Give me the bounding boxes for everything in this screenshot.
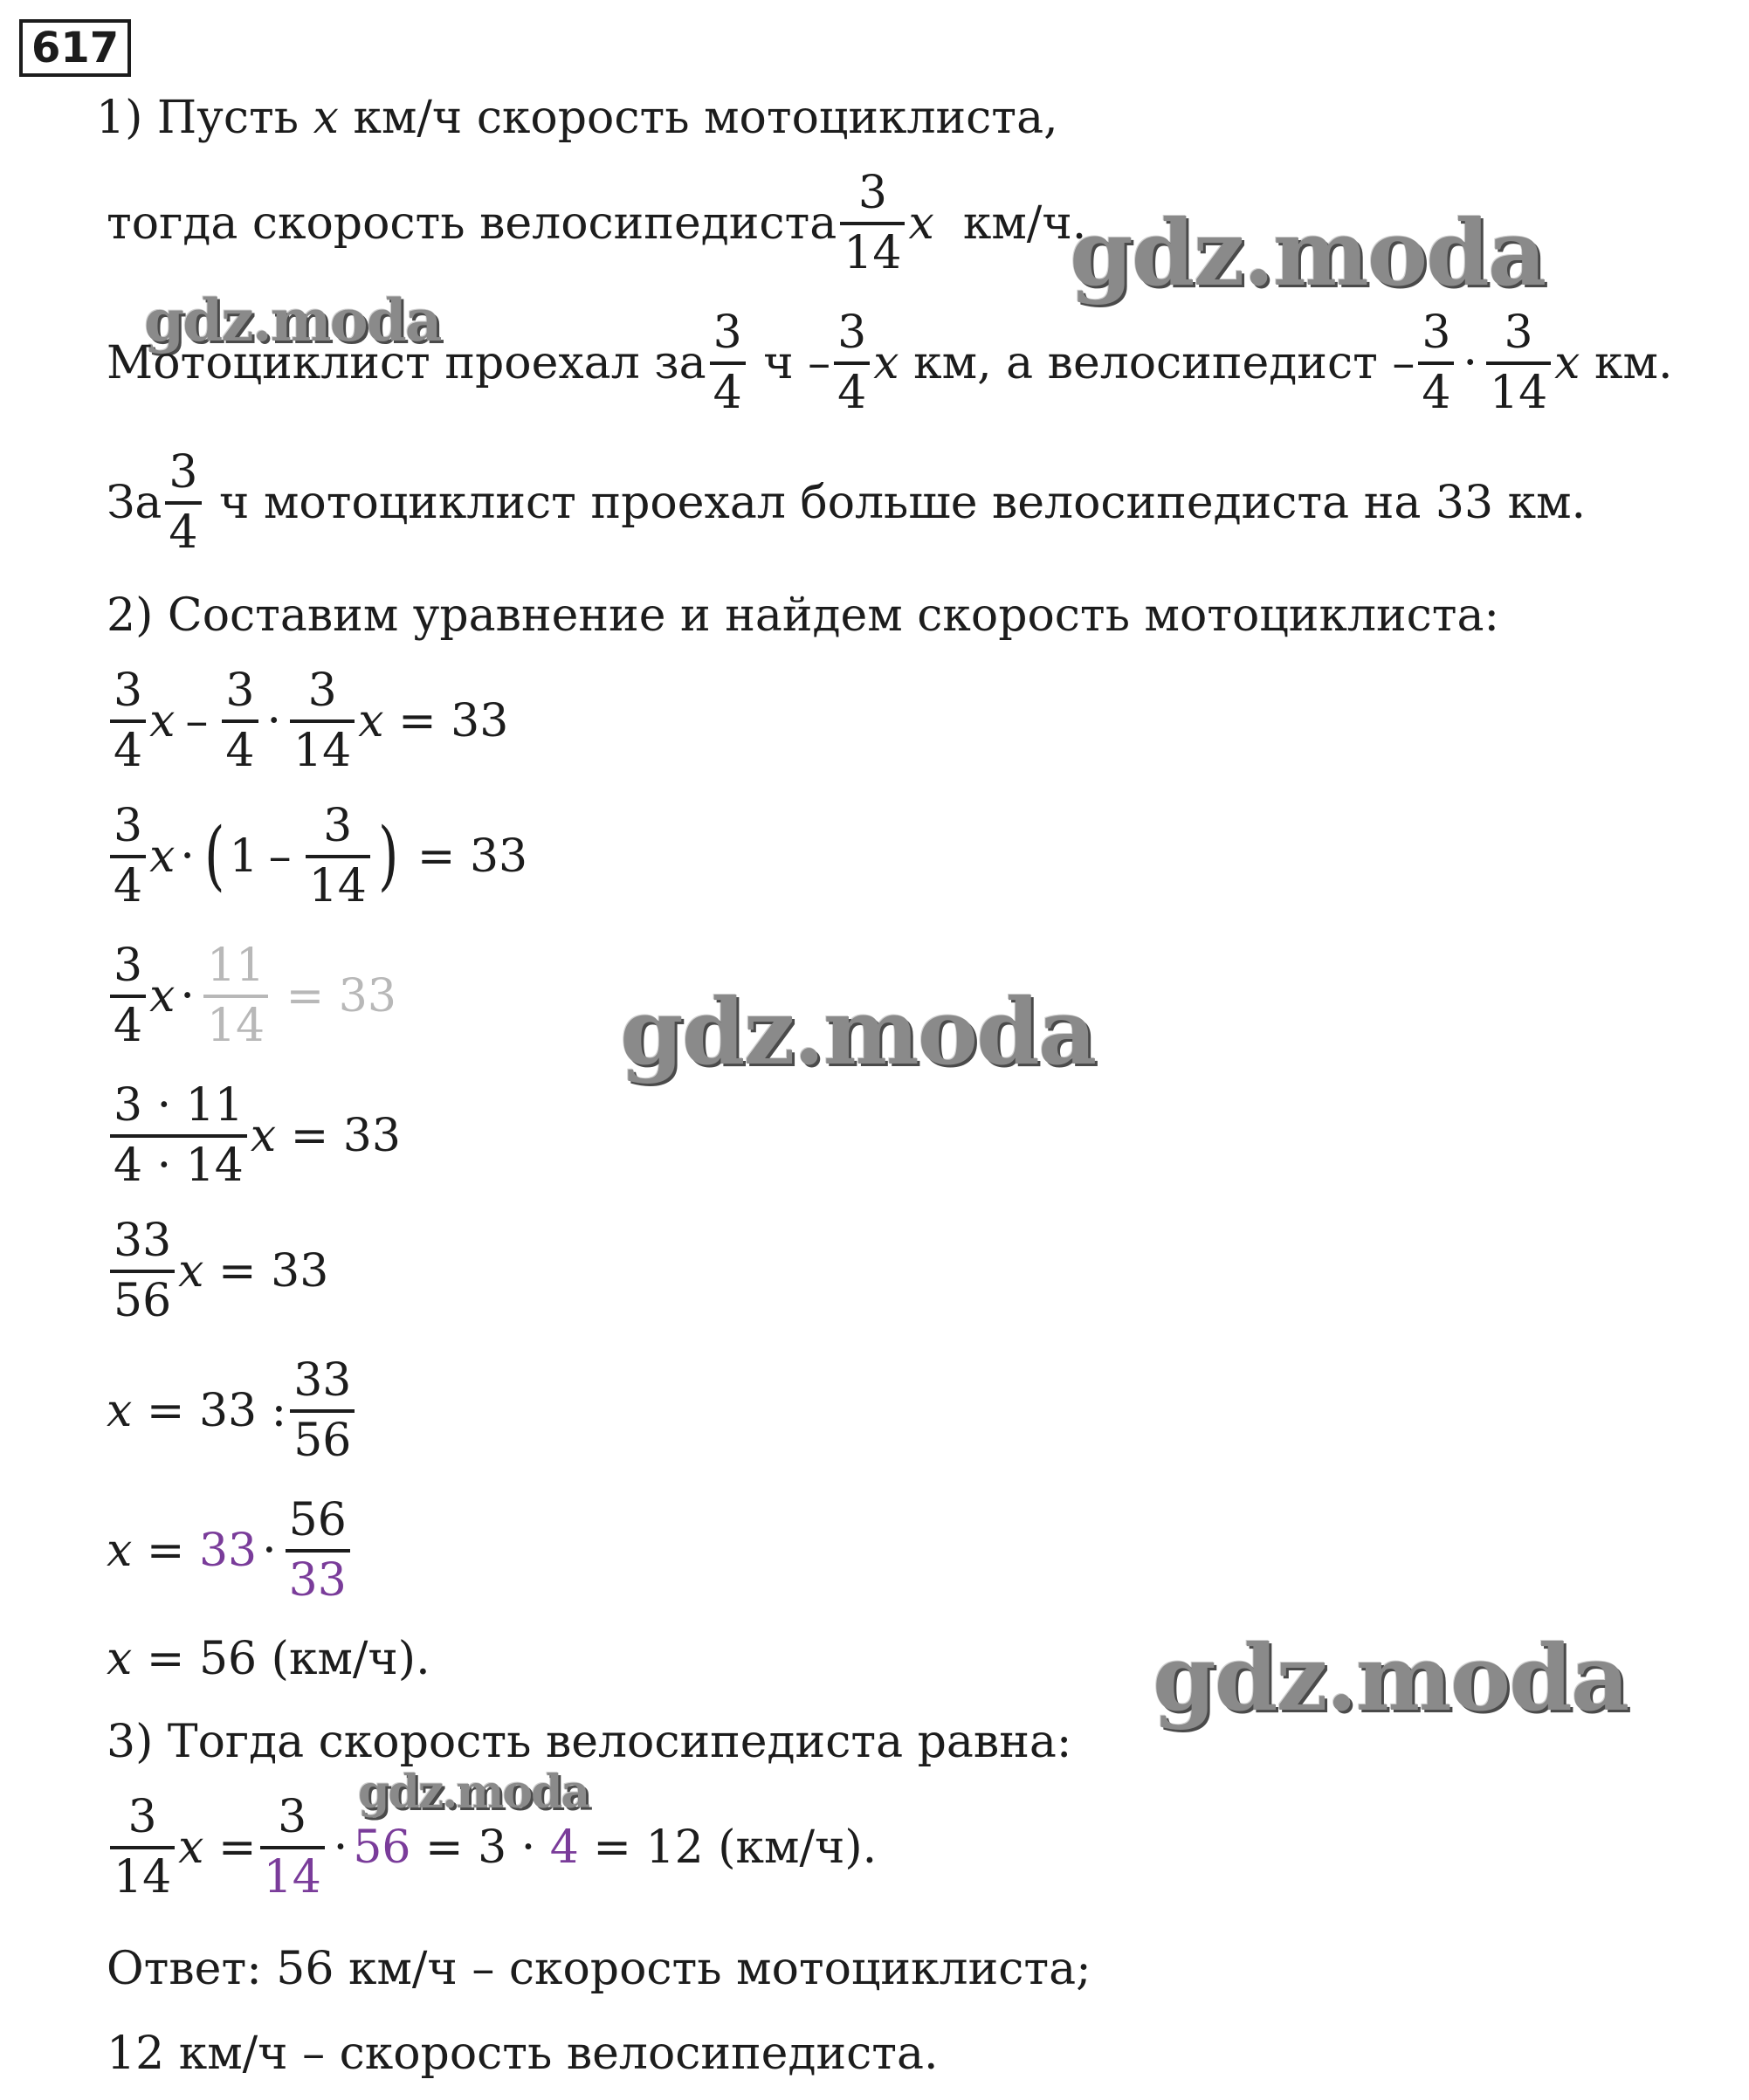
watermark: gdz.moda <box>1070 199 1546 306</box>
text: км/ч скорость мотоциклиста, <box>353 92 1058 144</box>
equation-7: x = 33 · $\frac{56}{33}$ <box>107 1498 354 1604</box>
watermark: gdz.moda <box>358 1766 589 1819</box>
watermark: gdz.moda <box>144 286 441 355</box>
equation-4: $\frac{3 \cdot 11}{4 \cdot 14}$ x = 33 <box>107 1083 401 1189</box>
step3-heading: 3) Тогда скорость велосипедиста равна: <box>107 1716 1072 1768</box>
equation-2: $\frac{3}{4}$ x · ( 1 – $\frac{3}{14}$ ) = 33 <box>107 803 527 910</box>
fraction: $\frac{3}{4}$ <box>1418 310 1454 417</box>
variable: x <box>1554 337 1580 390</box>
text: ч мотоциклист проехал больше велосипедиста на 33 км. <box>219 477 1587 530</box>
step2-heading: 2) Составим уравнение и найдем скорость мотоциклиста: <box>107 589 1500 642</box>
text: км, а велосипедист – <box>913 337 1415 390</box>
answer-line-1: Ответ: 56 км/ч – скорость мотоциклиста; <box>107 1943 1091 1995</box>
fraction: $\frac{3}{4}$ <box>710 310 746 417</box>
variable: x <box>313 92 339 144</box>
equation-3: $\frac{3}{4}$ x · $\frac{11}{14}$ = 33 <box>107 943 396 1050</box>
text: км. <box>1594 337 1673 390</box>
text: км/ч. <box>962 197 1087 251</box>
variable: x <box>908 197 934 251</box>
equation-8: x = 56 (км/ч). <box>107 1633 430 1685</box>
step1-line3: Мотоциклист проехал за $\frac{3}{4}$ ч – $\frac{3}{4}$ x км, а велосипедист – $\frac{3}{4}$ · $\frac{3}{14}$ x км. <box>107 306 1673 420</box>
text: 1) Пусть <box>96 92 300 144</box>
step1-line2 <box>107 167 1087 280</box>
answer-line-2: 12 км/ч – скорость велосипедиста. <box>107 2028 939 2080</box>
fraction: $\frac{3}{4}$ <box>834 310 870 417</box>
text: Мотоциклист проехал за <box>107 337 706 390</box>
fraction: $\frac{3}{4}$ <box>165 450 201 556</box>
fraction: $\frac{3}{14}$ <box>1486 310 1551 417</box>
variable: x <box>873 337 899 390</box>
text: ч – <box>763 337 831 390</box>
step1-line4 <box>107 446 1587 560</box>
watermark: gdz.moda <box>620 978 1096 1085</box>
text: тогда скорость велосипедиста <box>107 197 837 251</box>
equation-6: x = 33 : $\frac{33}{56}$ <box>107 1358 358 1464</box>
step3-equation: $\frac{3}{14}$ x = $\frac{3}{14}$ · 56 = 3 · 4 = 12 (км/ч). <box>107 1794 877 1901</box>
problem-number: 617 <box>19 19 131 77</box>
equation-5: $\frac{33}{56}$ x = 33 <box>107 1218 328 1325</box>
cancelled-value: 33 <box>198 1525 258 1578</box>
equation-1: $\frac{3}{4}$ x – $\frac{3}{4}$ · $\frac{3}{14}$ x = 33 <box>107 668 508 775</box>
fraction: $\frac{3}{14}$ <box>840 170 905 277</box>
text: За <box>107 477 162 530</box>
watermark: gdz.moda <box>1153 1624 1628 1732</box>
step1-line1 <box>96 92 1058 144</box>
